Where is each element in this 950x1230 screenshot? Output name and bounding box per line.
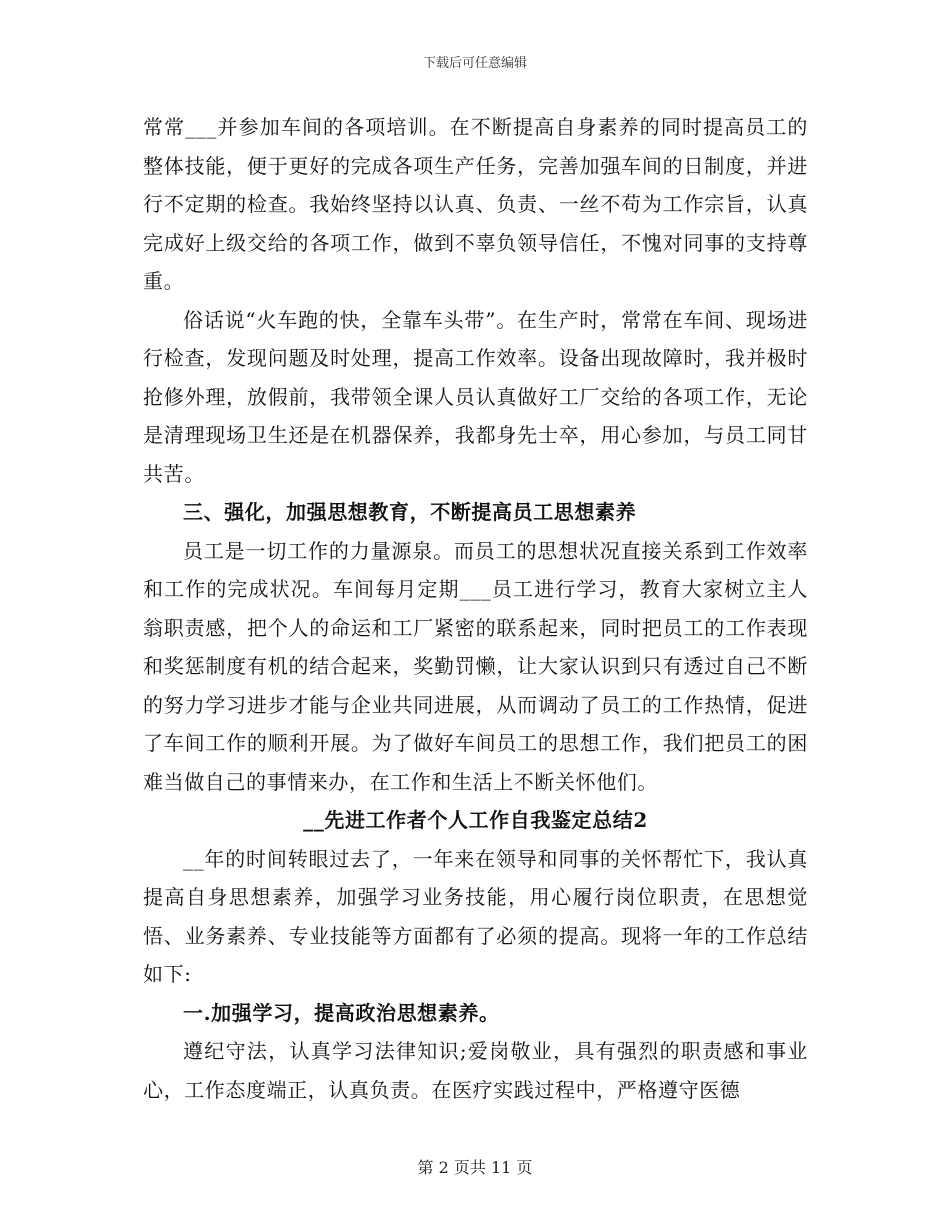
paragraph-1: 常常___并参加车间的各项培训。在不断提高自身素养的同时提高员工的整体技能，便于更好的完成各项生产任务，完善加强车间的日制度，并进行不定期的检查。我始终坚持以认真、负责、一丝不苟为工作宗旨，认真完成好上级交给的各项工作，做到不辜负领导信任，不愧对同事的支持尊重。: [143, 115, 808, 293]
page-header-note: 下载后可任意编辑: [422, 56, 527, 71]
document-body: [143, 108, 808, 1109]
paragraph-2: 俗话说“火车跑的快，全靠车头带”。在生产时，常常在车间、现场进行检查，发现问题及时处理，提高工作效率。设备出现故障时，我并极时抢修外理，放假前，我带领全课人员认真做好工厂交给的各项工作，无论是清理现场卫生还是在机器保养，我都身先士卒，用心参加，与员工同甘共苦。: [143, 307, 808, 486]
page-number: 第 2 页共 11 页: [417, 1158, 533, 1177]
paragraph-4: __年的时间转眼过去了，一年来在领导和同事的关怀帮忙下，我认真提高自身思想素养，加强学习业务技能，用心履行岗位职责，在思想觉悟、业务素养、专业技能等方面都有了必须的提高。现将一年的工作总结如下:: [143, 846, 808, 986]
paragraph-5: 遵纪守法，认真学习法律知识;爱岗敬业，具有强烈的职责感和事业心，工作态度端正，认真负责。在医疗实践过程中，严格遵守医德: [143, 1039, 808, 1102]
article-title-2: __先进工作者个人工作自我鉴定总结2: [303, 808, 648, 832]
section-heading-1: 一.加强学习，提高政治思想素养。: [183, 1000, 500, 1025]
paragraph-3: 员工是一切工作的力量源泉。而员工的思想状况直接关系到工作效率和工作的完成状况。车间每月定期___员工进行学习，教育大家树立主人翁职责感，把个人的命运和工厂紧密的联系起来，同时把员工的工作表现和奖惩制度有机的结合起来，奖勤罚懒，让大家认识到只有透过自己不断的努力学习进步才能与企业共同进展，从而调动了员工的工作热情，促进了车间工作的顺利开展。为了做好车间员工的思想工作，我们把员工的困难当做自己的事情来办，在工作和生活上不断关怀他们。: [143, 538, 808, 794]
section-heading-3: 三、强化，加强思想教育，不断提高员工思想素养: [183, 500, 637, 524]
